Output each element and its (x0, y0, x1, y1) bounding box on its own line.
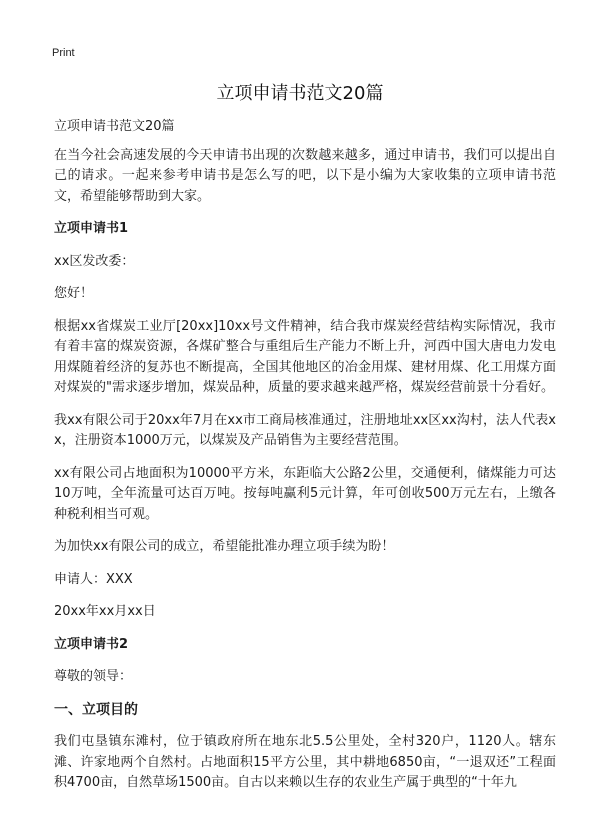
section-1-paragraph-3: xx有限公司占地面积为10000平方米，东距临大公路2公里，交通便利，储煤能力可达10万吨，全年流量可达百万吨。按每吨赢利5元计算，年可创收500万元左右，上缴各种税利相当可观。 (54, 465, 556, 522)
section-1-paragraph-4: 为加快xx有限公司的成立，希望能批准办理立项手续为盼！ (54, 539, 395, 554)
section-1-greeting: 您好！ (54, 286, 94, 301)
document-title: 立项申请书范文20篇 (216, 83, 384, 104)
section-2-heading: 立项申请书2 (54, 636, 129, 652)
document-subtitle: 立项申请书范文20篇 (54, 119, 175, 134)
intro-paragraph: 在当今社会高速发展的今天申请书出现的次数越来越多，通过申请书，我们可以提出自己的请求。一起来参考申请书是怎么写的吧，以下是小编为大家收集的立项申请书范文，希望能够帮助到大家。 (54, 147, 556, 204)
section-2-recipient: 尊敬的领导： (54, 669, 133, 684)
section-2-paragraph-1: 我们屯垦镇东滩村，位于镇政府所在地东北5.5公里处，全村320户，1120人。辖东滩、许家地两个自然村。占地面积15平方公里，其中耕地6850亩，“一退双还”工程面积4700亩，自然草场1500亩。自古以来赖以生存的农业生产属于典型的“十年九 (54, 734, 556, 790)
section-1-paragraph-1: 根据xx省煤炭工业厅[20xx]10xx号文件精神，结合我市煤炭经营结构实际情况，我市有着丰富的煤炭资源，各煤矿整合与重组后生产能力不断上升，河西中国大唐电力发电用煤随着经济的复苏也不断提高，全国其他地区的冶金用煤、建材用煤、化工用煤方面对煤炭的"需求逐步增加，煤炭品种，质量的要求越来越严格，煤炭经营前景十分看好。 (54, 318, 556, 395)
section-1-applicant: 申请人：XXX (54, 571, 133, 587)
section-1-recipient: xx区发改委： (54, 253, 135, 269)
section-1-paragraph-2: 我xx有限公司于20xx年7月在xx市工商局核准通过，注册地址xx区xx沟村，法人代表xx，注册资本1000万元，以煤炭及产品销售为主要经营范围。 (54, 412, 556, 448)
document-body (54, 117, 556, 806)
section-1-date: 20xx年xx月xx日 (54, 604, 156, 619)
section-2-subheading: 一、立项目的 (54, 701, 138, 718)
section-1-heading: 立项申请书1 (54, 221, 129, 236)
print-label: Print (52, 47, 75, 59)
